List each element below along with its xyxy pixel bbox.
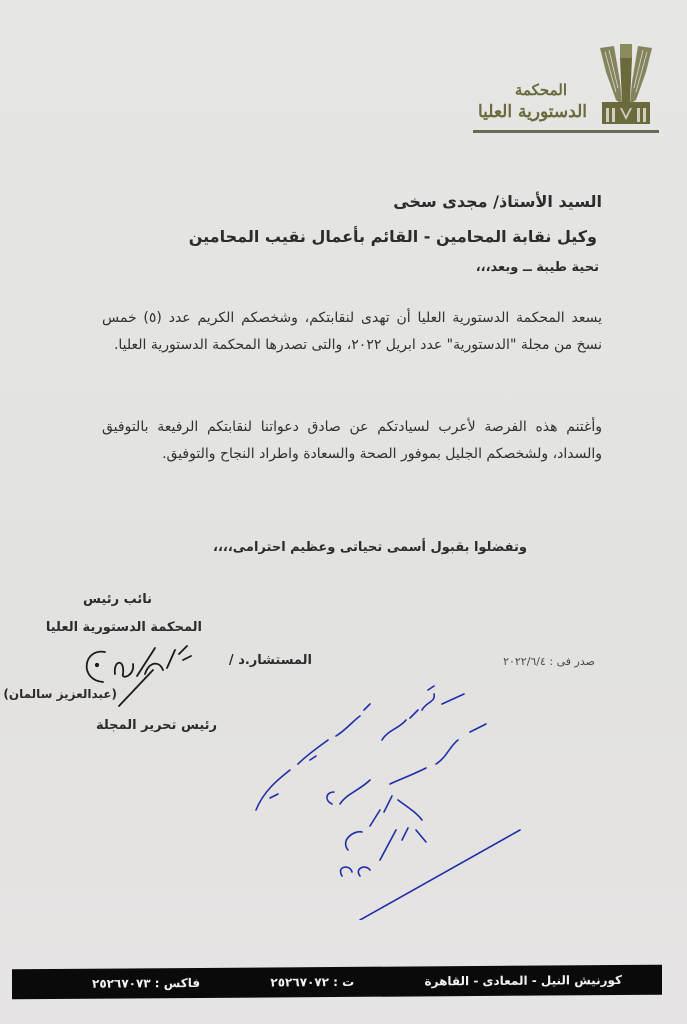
body-paragraph-1: يسعد المحكمة الدستورية العليا أن تهدى لنقابتكم، وشخصكم الكريم عدد (٥) خمس نسخ من مجلة "الدستورية" عدد ابريل ٢٠٢٢، والتى تصدرها المحكمة الدستورية العليا. [102, 310, 602, 353]
court-emblem-icon [596, 42, 656, 126]
signer-name: (عبدالعزيز سالمان) [3, 687, 117, 701]
signer-title-2: المحكمة الدستورية العليا [45, 620, 202, 635]
signer-role: رئيس تحرير المجلة [95, 718, 217, 733]
body-paragraph-2: وأغتنم هذه الفرصة لأعرب لسيادتكم عن صادق دعواتنا لنقابتكم الرفيعة بالتوفيق والسداد، ولشخصكم الجليل بموفور الصحة والسعادة واطراد النجاح والتوفيق. [102, 419, 602, 462]
court-name-logo [478, 80, 587, 124]
footer-address: كورنيش النيل - المعادى - القاهرة [424, 973, 622, 989]
footer-phone: ت : ٢٥٢٦٧٠٧٢ [270, 974, 355, 990]
signer-title-1: نائب رئيس [83, 592, 152, 607]
court-name-line-1: المحكمة [514, 81, 567, 99]
handwritten-signature-icon [75, 640, 205, 710]
handwritten-annotation-icon [250, 680, 530, 920]
greeting: تحية طيبة ــ وبعد،،، [475, 260, 599, 275]
footer-contact-band [12, 965, 662, 1000]
signer-counselor: المستشار.د / [228, 653, 312, 668]
header-rule [473, 130, 659, 133]
court-name-line-2: الدستورية العليا [478, 102, 587, 122]
closing-line: وتفضلوا بقبول أسمى تحياتى وعظيم احترامى،،،، [213, 540, 527, 555]
issue-date: صدر فى : ٢٠٢٢/٦/٤ [503, 655, 595, 668]
addressee-position: وكيل نقابة المحامين - القائم بأعمال نقيب المحامين [188, 227, 597, 246]
addressee-name: السيد الأستاذ/ مجدى سخى [393, 192, 602, 211]
footer-fax: فاكس : ٢٥٢٦٧٠٧٣ [92, 975, 201, 991]
